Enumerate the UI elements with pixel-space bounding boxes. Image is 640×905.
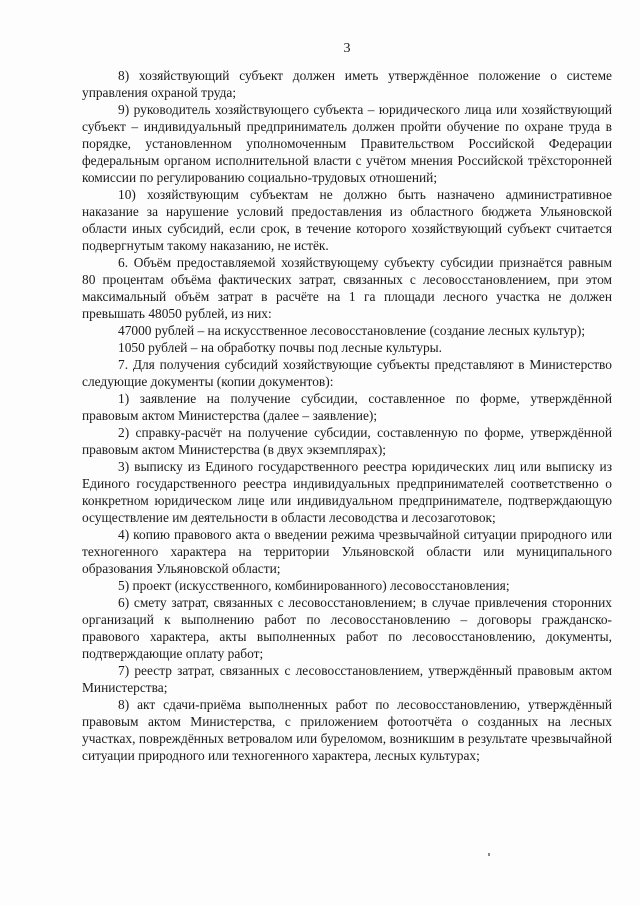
scan-speck: [488, 853, 490, 856]
paragraph-doc-3-registry-extract: 3) выписку из Единого государственного реестра юридических лиц или выписку из Единого государственного реестра индивидуальных предпринимателей соответственно о конкретном юридическом лице или индивидуальном предпринимателе, подтверждающую осуществление им деятельности в области лесоводства и лесозаготовок;: [82, 459, 612, 525]
paragraph-doc-2-calculation: 2) справку-расчёт на получение субсидии, составленную по форме, утверждённой правовым актом Министерства (в двух экземплярах);: [82, 425, 612, 457]
paragraph-doc-7-cost-register: 7) реестр затрат, связанных с лесовосстановлением, утверждённый правовым актом Министерства;: [82, 663, 612, 695]
paragraph-section-6-subsidy-volume: 6. Объём предоставляемой хозяйствующему субъекту субсидии признаётся равным 80 процентам объёма фактических затрат, связанных с лесовосстановлением, при этом максимальный объём затрат в расчёте на 1 га площади лесного участка не должен превышать 48050 рублей, из них:: [82, 255, 612, 321]
paragraph-amount-reforestation: 47000 рублей – на искусственное лесовосстановление (создание лесных культур);: [118, 323, 586, 338]
paragraph-doc-4-emergency-act: 4) копию правового акта о введении режима чрезвычайной ситуации природного или техногенного характера на территории Ульяновской области или муниципального образования Ульяновской области;: [82, 527, 612, 576]
paragraph-doc-8-acceptance-act: 8) акт сдачи-приёма выполненных работ по лесовосстановлению, утверждённый правовым актом Министерства, с приложением фотоотчёта о созданных на лесных участках, повреждённых ветровалом или буреломом, возникшим в результате чрезвычайной ситуации природного или техногенного характера, лесных культурах;: [82, 697, 612, 763]
page-number: 3: [343, 41, 351, 56]
paragraph-item-8-safety-system: 8) хозяйствующий субъект должен иметь утверждённое положение о системе управления охраной труда;: [82, 68, 612, 100]
paragraph-doc-6-estimate: 6) смету затрат, связанных с лесовосстановлением; в случае привлечения сторонних организаций к выполнению работ по лесовосстановлению – договоры гражданско-правового характера, акты выполненных работ по лесовосстановлению, документы, подтверждающие оплату работ;: [82, 595, 612, 661]
paragraph-section-7-documents: 7. Для получения субсидий хозяйствующие субъекты представляют в Министерство следующие документы (копии документов):: [82, 357, 612, 389]
paragraph-amount-soil: 1050 рублей – на обработку почвы под лесные культуры.: [118, 340, 442, 355]
paragraph-item-9-training: 9) руководитель хозяйствующего субъекта – юридического лица или хозяйствующий субъект – индивидуальный предприниматель должен пройти обучение по охране труда в порядке, установленном уполномоченным Правительством Российской Федерации федеральным органом исполнительной власти с учётом мнения Российской трёхсторонней комиссии по регулированию социально-трудовых отношений;: [82, 102, 612, 185]
paragraph-doc-5-project: 5) проект (искусственного, комбинированного) лесовосстановления;: [118, 578, 510, 593]
paragraph-doc-1-application: 1) заявление на получение субсидии, составленное по форме, утверждённой правовым актом Министерства (далее – заявление);: [82, 391, 612, 423]
document-body: [82, 67, 612, 764]
paragraph-item-10-penalty: 10) хозяйствующим субъектам не должно быть назначено административное наказание за нарушение условий предоставления из областного бюджета Ульяновской области иных субсидий, если срок, в течение которого хозяйствующий субъект считается подвергнутым такому наказанию, не истёк.: [82, 187, 612, 253]
